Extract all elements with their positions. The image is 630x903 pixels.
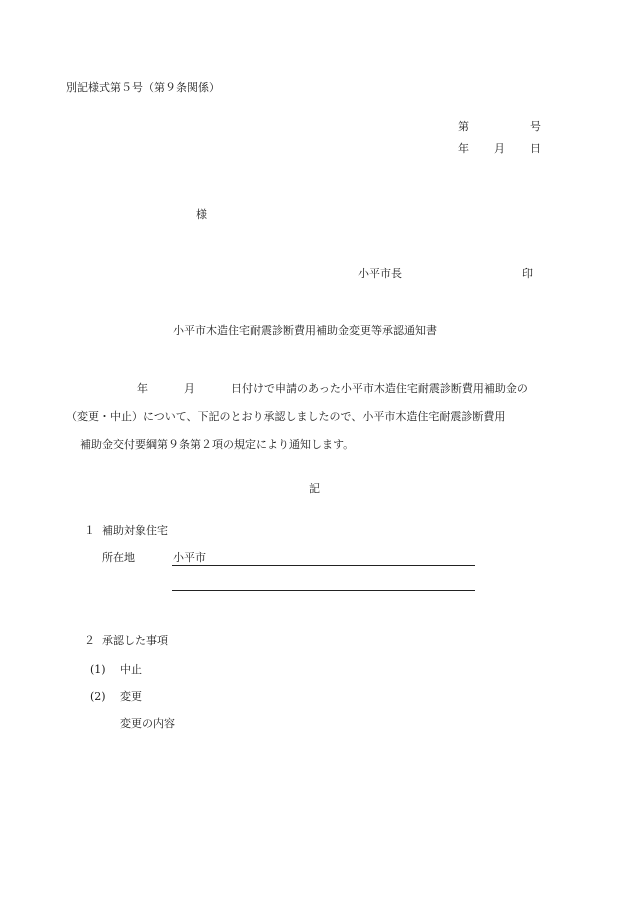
location-label: 所在地 <box>102 551 135 564</box>
body-year: 年 <box>137 382 148 395</box>
item2-label: 変更 <box>120 690 142 703</box>
change-content-label: 変更の内容 <box>120 717 175 730</box>
body-month: 月 <box>184 382 195 395</box>
location-underline-1 <box>172 565 475 566</box>
issuer-name: 小平市長 <box>358 267 402 280</box>
document-title: 小平市木造住宅耐震診断費用補助金変更等承認通知書 <box>173 324 437 337</box>
section1-number: １ <box>84 524 95 537</box>
date-year: 年 <box>458 142 469 155</box>
form-label: 別記様式第５号（第９条関係） <box>66 81 220 94</box>
ki-heading: 記 <box>309 482 320 495</box>
date-month: 月 <box>494 142 505 155</box>
section2-number: ２ <box>84 634 95 647</box>
location-value: 小平市 <box>173 551 206 564</box>
addressee-sama: 様 <box>196 208 207 221</box>
item1-number: (1) <box>90 663 106 676</box>
date-day: 日 <box>530 142 541 155</box>
issuer-seal: 印 <box>522 267 533 280</box>
body-line1: 日付けで申請のあった小平市木造住宅耐震診断費用補助金の <box>231 382 528 395</box>
doc-number-go: 号 <box>530 120 541 133</box>
body-line3: 補助金交付要綱第９条第２項の規定により通知します。 <box>80 438 355 451</box>
body-line2: （変更・中止）について、下記のとおり承認しましたので、小平市木造住宅耐震診断費用 <box>66 410 506 423</box>
location-underline-2 <box>172 590 475 591</box>
item2-number: (2) <box>90 690 106 703</box>
item1-label: 中止 <box>120 663 142 676</box>
section1-heading: 補助対象住宅 <box>102 524 168 537</box>
section2-heading: 承認した事項 <box>102 634 168 647</box>
doc-number-dai: 第 <box>458 120 469 133</box>
